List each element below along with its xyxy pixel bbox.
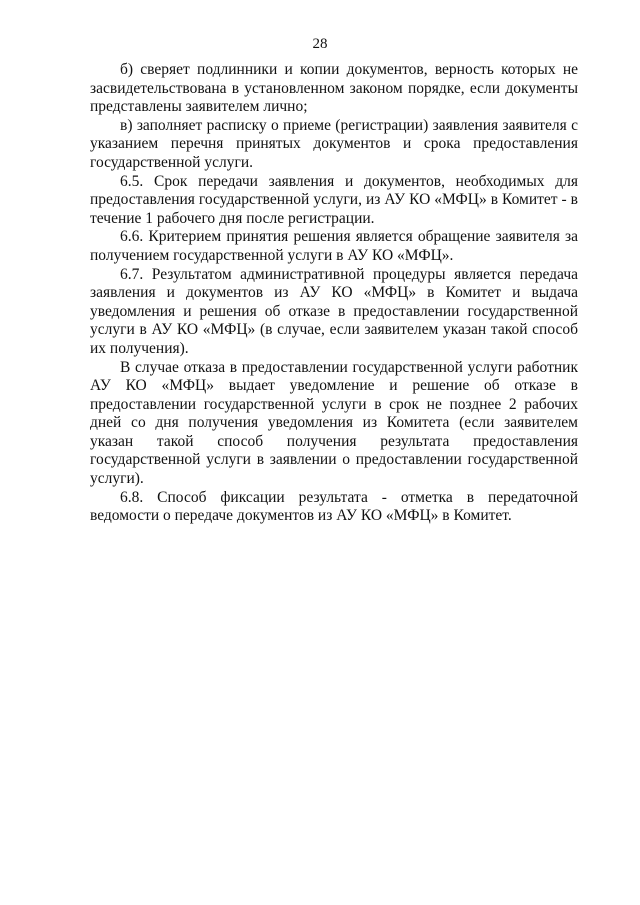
paragraph-6-6-decision-criterion: 6.6. Критерием принятия решения является обращение заявителя за получением государственной услуги в АУ КО «МФЦ».: [90, 228, 578, 264]
paragraph-b-verify-documents: б) сверяет подлинники и копии документов, верность которых не засвидетельствована в установленном законом порядке, если документы представлены заявителем лично;: [90, 61, 578, 116]
paragraph-refusal-case: В случае отказа в предоставлении государственной услуги работник АУ КО «МФЦ» выдает уведомление и решение об отказе в предоставлении государственной услуги в срок не позднее 2 рабочих дней со дня получения уведомления из Комитета (если заявителем указан такой способ получения результата предоставления государственной услуги в заявлении о предоставлении государственной услуги).: [90, 358, 578, 488]
paragraph-6-8-result-recording: 6.8. Способ фиксации результата - отметка в передаточной ведомости о передаче документов из АУ КО «МФЦ» в Комитет.: [90, 488, 578, 525]
paragraph-6-7-procedure-result: 6.7. Результатом административной процедуры является передача заявления и документов из АУ КО «МФЦ» в Комитет и выдача уведомления и решения об отказе в предоставлении государственной услуги в АУ КО «МФЦ» (в случае, если заявителем указан такой способ их получения).: [90, 265, 578, 357]
document-body: [90, 61, 578, 526]
paragraph-6-5-transfer-term: 6.5. Срок передачи заявления и документов, необходимых для предоставления государственной услуги, из АУ КО «МФЦ» в Комитет - в течение 1 рабочего дня после регистрации.: [90, 172, 578, 227]
page-number: 28: [312, 36, 328, 52]
paragraph-v-receipt: в) заполняет расписку о приеме (регистрации) заявления заявителя с указанием перечня принятых документов и срока предоставления государственной услуги.: [90, 116, 578, 171]
